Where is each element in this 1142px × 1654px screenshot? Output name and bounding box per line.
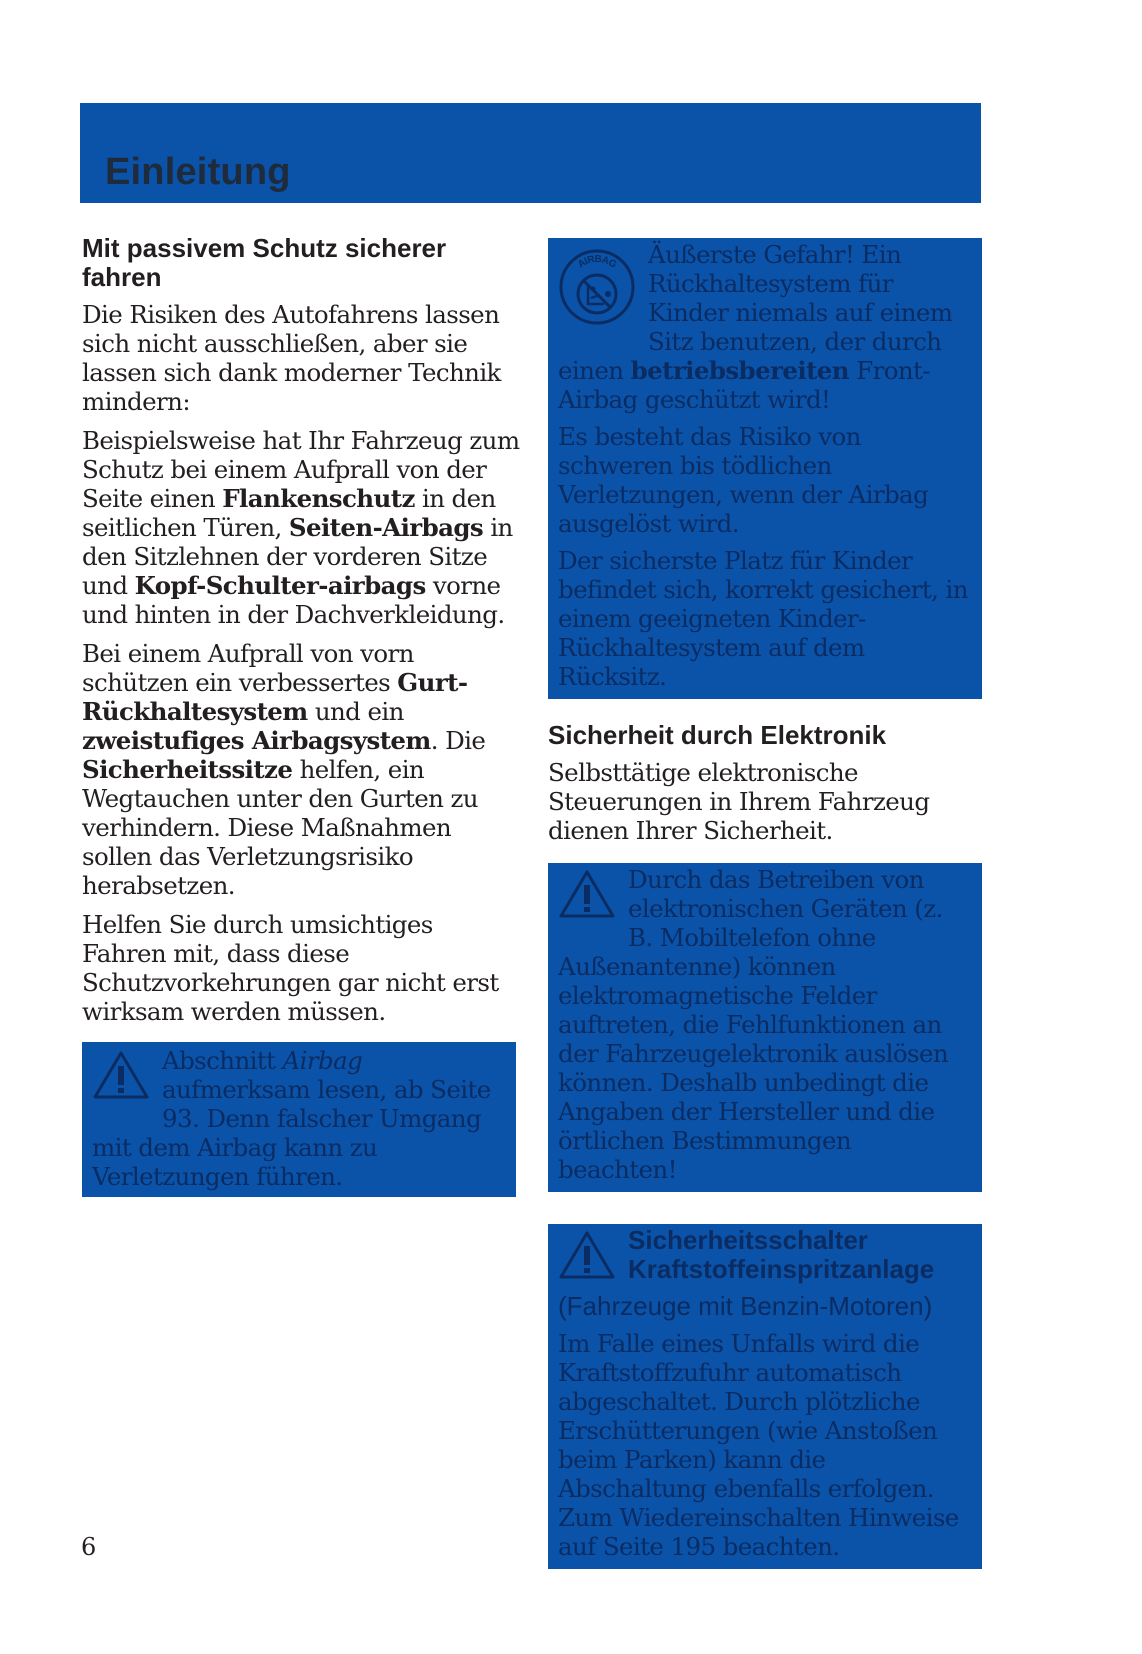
airbag-section-warning-box bbox=[82, 1042, 516, 1197]
airbag-icon-label: AIRBAG bbox=[575, 253, 618, 271]
chapter-title: Einleitung bbox=[105, 151, 291, 193]
fuel-cutoff-warning-title: Sicherheitsschalter Kraftstoffeinspritzanlage bbox=[628, 1225, 935, 1284]
warning-triangle-icon bbox=[558, 869, 616, 925]
airbag-section-warning-text: Abschnitt Airbag aufmerksam lesen, ab Seite 93. Denn falscher Umgang mit dem Airbag kann zu Verletzungen führen. bbox=[92, 1046, 491, 1191]
section-heading-passive-protection: Mit passivem Schutz sicherer fahren bbox=[82, 233, 447, 292]
child-seat-warning-text-3: Der sicherste Platz für Kinder befindet sich, korrekt gesichert, in einem geeigneten Kinder-Rückhaltesystem auf dem Rücksitz. bbox=[558, 546, 968, 691]
fuel-cutoff-warning-subtitle: (Fahrzeuge mit Benzin-Motoren) bbox=[558, 1291, 933, 1321]
right-column bbox=[548, 238, 982, 1569]
electronics-warning-box bbox=[548, 863, 982, 1192]
child-seat-warning-text-2: Es besteht das Risiko von schweren bis tödlichen Verletzungen, wenn der Airbag ausgelöst wird. bbox=[558, 422, 929, 538]
warning-triangle-icon bbox=[558, 1230, 616, 1286]
electronics-section bbox=[548, 721, 982, 845]
chapter-header bbox=[80, 103, 981, 203]
paragraph-electronics: Selbsttätige elektronische Steuerungen in Ihrem Fahrzeug dienen Ihrer Sicherheit. bbox=[548, 758, 930, 845]
airbag-child-seat-prohibited-icon bbox=[558, 248, 636, 332]
paragraph-careful-driving: Helfen Sie durch umsichtiges Fahren mit, dass diese Schutzvorkehrungen gar nicht erst wirksam werden müssen. bbox=[82, 910, 499, 1026]
electronics-warning-text: Durch das Betreiben von elektronischen Geräten (z. B. Mobiltelefon ohne Außenantenne) können elektromagnetische Felder auftreten, die Fehlfunktionen an der Fahrzeugelektronik auslösen können. Deshalb unbedingt die Angaben der Hersteller und die örtlichen Bestimmungen beachten! bbox=[558, 865, 949, 1184]
paragraph-front-protection: Bei einem Aufprall von vorn schützen ein verbessertes Gurt-Rückhaltesystem und ein zweistufiges Airbagsystem. Die Sicherheitssitze helfen, ein Wegtauchen unter den Gurten zu verhindern. Diese Maßnahmen sollen das Verletzungsrisiko herabsetzen. bbox=[82, 639, 486, 900]
child-seat-airbag-warning-box bbox=[548, 238, 982, 699]
paragraph-side-protection: Beispielsweise hat Ihr Fahrzeug zum Schutz bei einem Aufprall von der Seite einen Flankenschutz in den seitlichen Türen, Seiten-Airbags in den Sitzlehnen der vorderen Sitze und Kopf-Schulter-airbags vorne und hinten in der Dachverkleidung. bbox=[82, 426, 520, 629]
warning-triangle-icon bbox=[92, 1050, 150, 1106]
paragraph-risks: Die Risiken des Autofahrens lassen sich nicht ausschließen, aber sie lassen sich dank moderner Technik mindern: bbox=[82, 300, 501, 416]
section-heading-electronics: Sicherheit durch Elektronik bbox=[548, 720, 887, 750]
left-column bbox=[82, 234, 522, 1197]
fuel-cutoff-warning-text: Im Falle eines Unfalls wird die Kraftstoffzufuhr automatisch abgeschaltet. Durch plötzliche Erschütterungen (wie Anstoßen beim Parken) kann die Abschaltung ebenfalls erfolgen. Zum Wiedereinschalten Hinweise auf Seite 195 beachten. bbox=[558, 1329, 959, 1561]
page-number: 6 bbox=[81, 1533, 97, 1561]
child-seat-warning-text-1: Äußerste Gefahr! Ein Rückhaltesystem für Kinder niemals auf einem Sitz benutzen, der durch einen betriebsbereiten Front-Airbag geschützt wird! bbox=[558, 240, 953, 414]
fuel-cutoff-warning-box bbox=[548, 1224, 982, 1569]
